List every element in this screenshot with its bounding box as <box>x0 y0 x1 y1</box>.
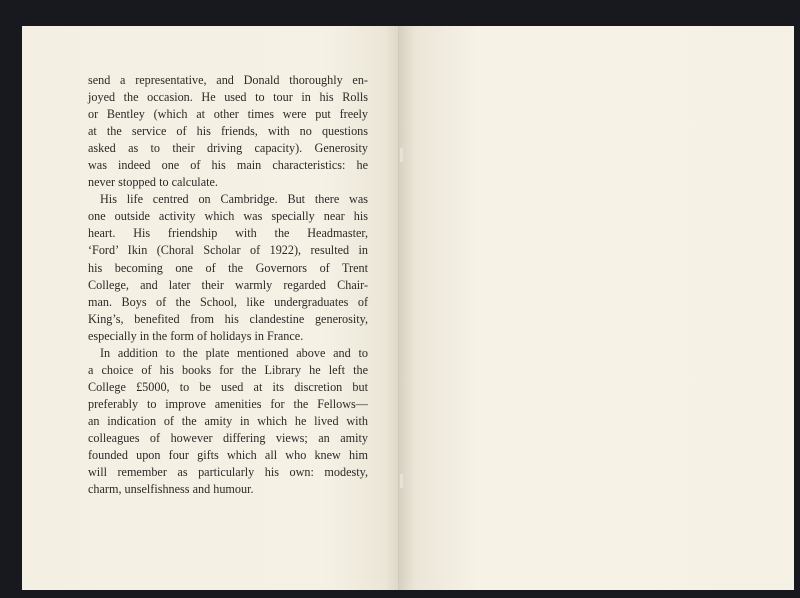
text-line: preferably to improve amenities for the Fellows— <box>88 396 368 411</box>
binding-mark <box>400 474 403 488</box>
text-line: one outside activity which was specially near his <box>88 209 368 224</box>
text-line: or Bentley (which at other times were put freely <box>88 107 368 122</box>
text-line: heart. His friendship with the Headmaster, <box>88 226 368 241</box>
binding-mark <box>400 148 403 162</box>
right-page <box>400 26 794 590</box>
text-line: College £5000, to be used at its discretion but <box>88 379 368 394</box>
text-line: at the service of his friends, with no questions <box>88 124 368 139</box>
text-line: will remember as particularly his own: modesty, <box>88 465 368 480</box>
text-line: charm, unselfishness and humour. <box>88 482 254 497</box>
text-line: never stopped to calculate. <box>88 175 218 190</box>
book-spread <box>22 26 794 590</box>
text-line: His life centred on Cambridge. But there was <box>100 192 368 207</box>
text-line: his becoming one of the Governors of Trent <box>88 260 368 275</box>
text-line: send a representative, and Donald thoroughly en- <box>88 73 368 87</box>
text-line: a choice of his books for the Library he left the <box>88 362 368 377</box>
text-line: colleagues of however differing views; an amity <box>88 430 368 445</box>
text-line: King’s, benefited from his clandestine generosity, <box>88 311 368 326</box>
body-text <box>88 72 368 498</box>
text-line: ‘Ford’ Ikin (Choral Scholar of 1922), resulted in <box>88 243 368 258</box>
text-line: especially in the form of holidays in France. <box>88 328 304 343</box>
text-line: asked as to their driving capacity). Generosity <box>88 141 368 156</box>
text-line: an indication of the amity in which he lived with <box>88 413 368 428</box>
text-line: joyed the occasion. He used to tour in his Rolls <box>88 90 368 105</box>
text-line: was indeed one of his main characteristics: he <box>88 158 368 173</box>
text-line: founded upon four gifts which all who knew him <box>88 448 368 463</box>
text-line: College, and later their warmly regarded Chair- <box>88 277 368 292</box>
text-line: In addition to the plate mentioned above and to <box>100 345 368 360</box>
text-line: man. Boys of the School, like undergraduates of <box>88 294 368 309</box>
left-page <box>22 26 400 590</box>
